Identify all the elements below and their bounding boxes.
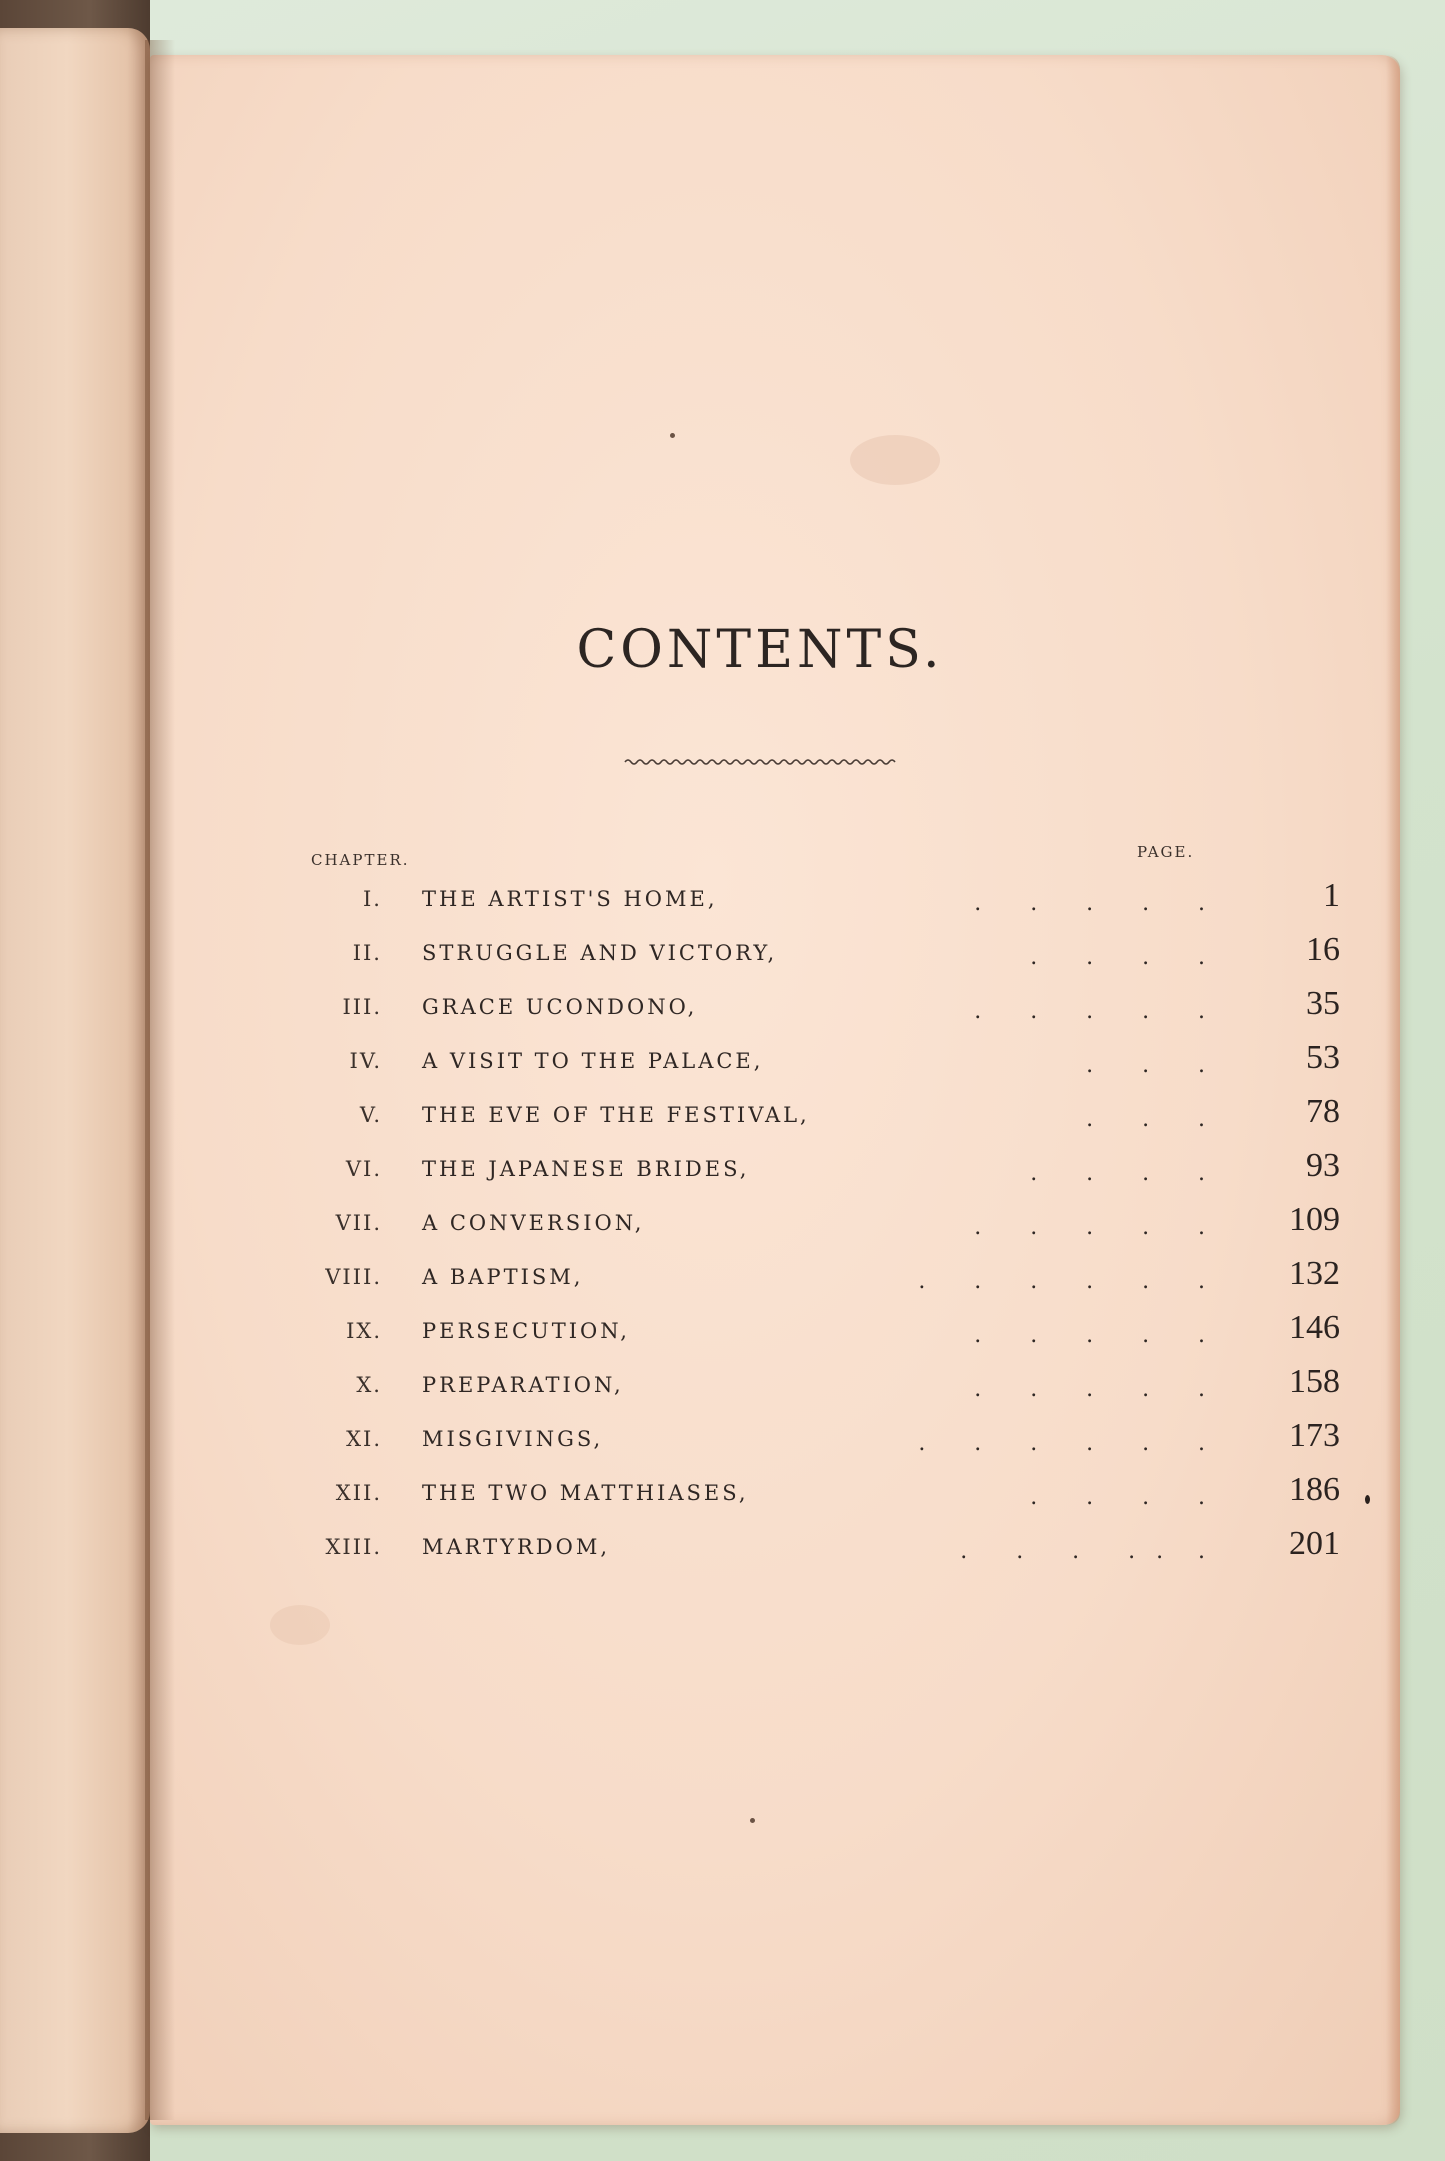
dot-leaders: . . . — [1086, 1107, 1240, 1132]
dot-leaders: . . . . . — [974, 1377, 1240, 1402]
toc-entry — [150, 1467, 1400, 1517]
page-number: 35 — [1306, 985, 1340, 1022]
paper-speck — [750, 1818, 755, 1823]
contents-page — [150, 55, 1400, 2125]
page-number: 132 — [1289, 1255, 1340, 1292]
dot-leaders: . . . . . . — [918, 1431, 1240, 1456]
dot-leaders: . . . . . . — [960, 1539, 1240, 1564]
dot-leaders: . . . . . — [974, 999, 1240, 1024]
chapter-number: X. — [356, 1373, 382, 1397]
toc-entry — [150, 873, 1400, 923]
chapter-title: A CONVERSION, — [422, 1211, 645, 1235]
chapter-number: IX. — [346, 1319, 382, 1343]
wavy-rule-ornament — [623, 755, 899, 769]
chapter-title: A VISIT TO THE PALACE, — [422, 1049, 764, 1073]
chapter-number: VII. — [335, 1211, 382, 1235]
toc-entry — [150, 1143, 1400, 1193]
chapter-number: XII. — [335, 1481, 382, 1505]
chapter-number: II. — [352, 941, 382, 965]
page-title: CONTENTS. — [576, 620, 944, 680]
page-number: 53 — [1306, 1039, 1340, 1076]
toc-entry — [150, 1251, 1400, 1301]
chapter-number: XIII. — [325, 1535, 382, 1559]
page-number: 173 — [1289, 1417, 1340, 1454]
chapter-title: PERSECUTION, — [422, 1319, 630, 1343]
chapter-title: THE TWO MATTHIASES, — [422, 1481, 749, 1505]
paper-stain — [850, 435, 940, 485]
toc-entry — [150, 1305, 1400, 1355]
chapter-number: IV. — [349, 1049, 382, 1073]
chapter-title: A BAPTISM, — [422, 1265, 584, 1289]
toc-entry — [150, 1413, 1400, 1463]
toc-entry — [150, 981, 1400, 1031]
dot-leaders: . . . . . — [974, 891, 1240, 916]
dot-leaders: . . . . . — [974, 1215, 1240, 1240]
page-number: 109 — [1289, 1201, 1340, 1238]
page-gutter-shadow — [145, 40, 175, 2120]
chapter-title: THE EVE OF THE FESTIVAL, — [422, 1103, 810, 1127]
chapter-number: VI. — [345, 1157, 382, 1181]
toc-entry — [150, 1359, 1400, 1409]
chapter-number: VIII. — [325, 1265, 382, 1289]
chapter-title: THE ARTIST'S HOME, — [422, 887, 718, 911]
chapter-number: XI. — [346, 1427, 382, 1451]
chapter-title: MISGIVINGS, — [422, 1427, 604, 1451]
toc-entry — [150, 1035, 1400, 1085]
chapter-title: STRUGGLE AND VICTORY, — [422, 941, 778, 965]
page-number: 93 — [1306, 1147, 1340, 1184]
paper-speck — [670, 433, 675, 438]
toc-entry — [150, 1521, 1400, 1571]
dot-leaders: . . . . — [1030, 1485, 1240, 1510]
chapter-number: III. — [342, 995, 382, 1019]
toc-entry — [150, 1197, 1400, 1247]
chapter-title: MARTYRDOM, — [422, 1535, 611, 1559]
dot-leaders: . . . . — [1030, 945, 1240, 970]
page-number: 186 — [1289, 1471, 1340, 1508]
page-number: 78 — [1306, 1093, 1340, 1130]
chapter-title: THE JAPANESE BRIDES, — [422, 1157, 750, 1181]
page-number: 158 — [1289, 1363, 1340, 1400]
chapter-number: V. — [359, 1103, 382, 1127]
page-number: 16 — [1306, 931, 1340, 968]
page-number: 1 — [1323, 877, 1340, 914]
dot-leaders: . . . — [1086, 1053, 1240, 1078]
toc-entry — [150, 1089, 1400, 1139]
chapter-title: PREPARATION, — [422, 1373, 624, 1397]
dot-leaders: . . . . . — [974, 1323, 1240, 1348]
table-of-contents — [150, 873, 1400, 1593]
page-number: 201 — [1289, 1525, 1340, 1562]
chapter-column-header: CHAPTER. — [311, 851, 410, 869]
chapter-number: I. — [363, 887, 382, 911]
chapter-title: GRACE UCONDONO, — [422, 995, 698, 1019]
dot-leaders: . . . . — [1030, 1161, 1240, 1186]
page-number: 146 — [1289, 1309, 1340, 1346]
paper-stain — [270, 1605, 330, 1645]
dot-leaders: . . . . . . — [918, 1269, 1240, 1294]
page-column-header: PAGE. — [1137, 843, 1195, 861]
toc-entry — [150, 927, 1400, 977]
left-facing-page — [0, 28, 150, 2133]
